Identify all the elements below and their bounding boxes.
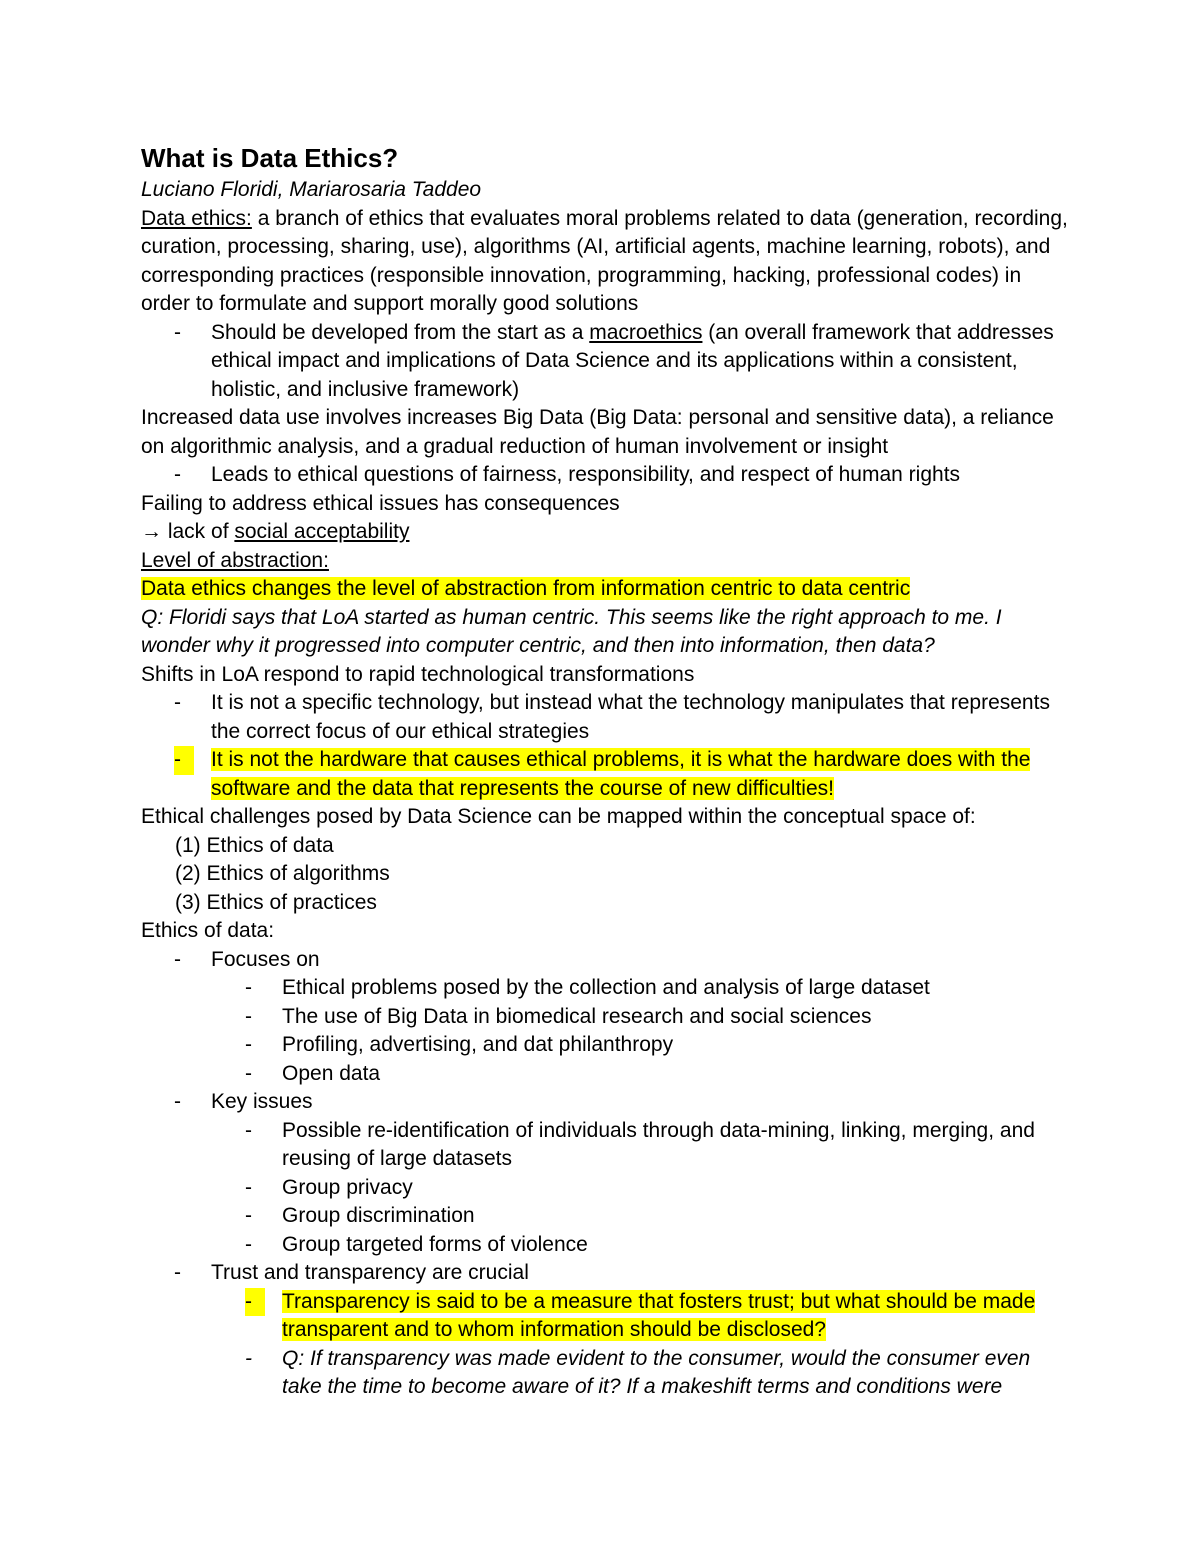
bullet-dash: - [245, 1175, 252, 1199]
sub-list-item: - Open data [141, 1060, 1071, 1089]
macroethics-term: macroethics [589, 320, 703, 344]
data-ethics-definition [141, 205, 1071, 319]
list-item-trust: - Trust and transparency are crucial [141, 1259, 1071, 1288]
list-item-key-issues: - Key issues [141, 1088, 1071, 1117]
list-item-shift-2 [141, 746, 1071, 803]
data-ethics-text: a branch of ethics that evaluates moral problems related to data (generation, recording, curation, processing, sharing, use), algorithms (AI, artificial agents, machine learning, robots), and corresponding practices (responsible innovation, programming, hacking, professional codes) in order to formulate and support morally good solutions [141, 206, 1068, 315]
sub-list-item: - Ethical problems posed by the collection and analysis of large dataset [141, 974, 1071, 1003]
sub-list-item: - Profiling, advertising, and dat philanthropy [141, 1031, 1071, 1060]
bullet-dash: - [245, 1033, 252, 1056]
document-body [141, 142, 1071, 1402]
sub-list-item: - The use of Big Data in biomedical research and social sciences [141, 1003, 1071, 1032]
bullet-dash: - [174, 320, 181, 344]
loa-heading: Level of abstraction: [141, 548, 329, 572]
bullet-dash: - [245, 1346, 252, 1370]
list-item-focuses-on: - Focuses on [141, 946, 1071, 975]
highlighted-text: Data ethics changes the level of abstraction from information centric to data centric [141, 577, 911, 600]
sub-list-item: - Possible re-identification of individuals through data-mining, linking, merging, and reusing of large datasets [245, 1118, 1035, 1170]
bullet-dash: - [245, 1288, 265, 1317]
numbered-item-1: (1) Ethics of data [175, 833, 334, 857]
highlighted-text: It is not the hardware that causes ethical problems, it is what the hardware does with the software and the data that represents the course of new difficulties! [211, 748, 1031, 800]
bullet-dash: - [174, 1090, 181, 1113]
bullet-dash: - [245, 1118, 252, 1142]
bullet-dash: - [245, 1061, 252, 1085]
bullet-dash: - [174, 691, 181, 714]
increased-data-use: Increased data use involves increases Big Data (Big Data: personal and sensitive data), a reliance on algorithmic analysis, and a gradual reduction of human involvement or insight [141, 406, 1054, 458]
loa-highlight-line [141, 575, 1071, 604]
loa-question: Q: Floridi says that LoA started as human centric. This seems like the right approach to me. I wonder why it progressed into computer centric, and then into information, then data? [141, 605, 1002, 657]
bullet-dash: - [245, 1232, 252, 1256]
numbered-item-3: (3) Ethics of practices [175, 890, 377, 914]
social-acceptability-term: social acceptability [234, 520, 410, 543]
sub-list-item-highlight [141, 1288, 1071, 1345]
sub-list-item: - Group discrimination [141, 1202, 1071, 1231]
list-item-leads-to: - Leads to ethical questions of fairness, responsibility, and respect of human rights [141, 461, 1071, 490]
bullet-dash: - [174, 947, 181, 971]
highlighted-text: Transparency is said to be a measure that fosters trust; but what should be made transparent and to whom information should be disclosed? [282, 1289, 1036, 1341]
sub-list-item: - Group privacy [141, 1174, 1071, 1203]
failing-line: Failing to address ethical issues has consequences [141, 491, 620, 515]
list-item-macroethics: - Should be developed from the start as a macroethics (an overall framework that addresses ethical impact and implications of Data Science and its applications within a consistent, holistic, and inclusive framework) [174, 320, 1054, 401]
bullet-dash: - [245, 1004, 252, 1028]
challenges-line: Ethical challenges posed by Data Science can be mapped within the conceptual space of: [141, 805, 976, 828]
arrow-line: → lack of social acceptability [141, 520, 410, 543]
list-item-shift-1: - It is not a specific technology, but instead what the technology manipulates that represents the correct focus of our ethical strategies [174, 691, 1050, 743]
bullet-dash: - [245, 1204, 252, 1227]
authors-line: Luciano Floridi, Mariarosaria Taddeo [141, 178, 482, 201]
document-title: What is Data Ethics? [141, 143, 399, 173]
bullet-dash: - [174, 746, 194, 775]
data-ethics-term: Data ethics: [141, 206, 252, 230]
ethics-of-data-heading: Ethics of data: [141, 919, 275, 942]
bullet-dash: - [174, 463, 181, 486]
shifts-line: Shifts in LoA respond to rapid technological transformations [141, 662, 695, 686]
bullet-dash: - [174, 1261, 181, 1284]
bullet-dash: - [245, 976, 252, 999]
numbered-item-2: (2) Ethics of algorithms [175, 862, 390, 885]
sub-list-item-question: - Q: If transparency was made evident to the consumer, would the consumer even take the time to become aware of it? If a makeshift terms and conditions were [245, 1346, 1031, 1398]
sub-list-item: - Group targeted forms of violence [141, 1231, 1071, 1260]
